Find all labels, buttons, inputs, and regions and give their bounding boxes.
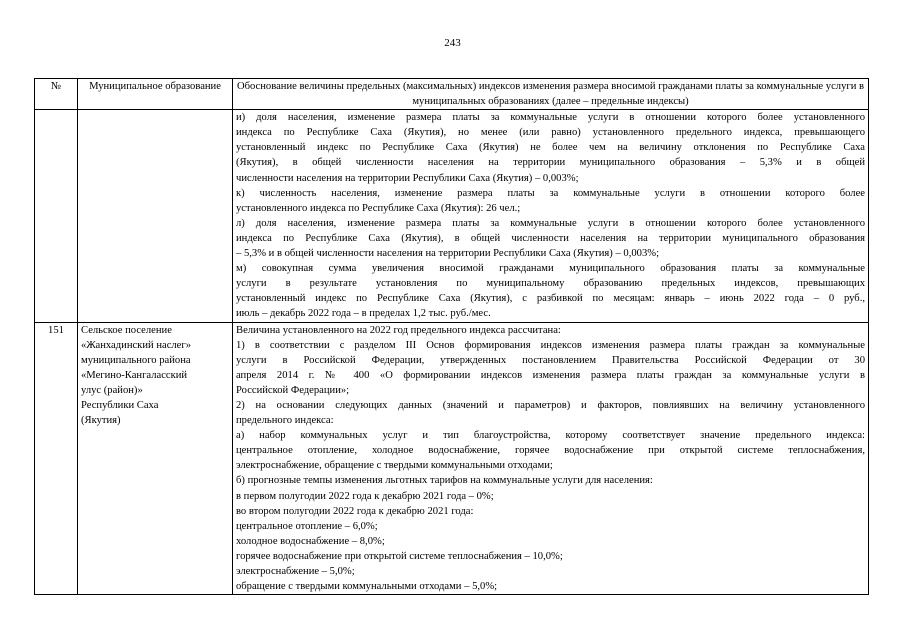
text-line: в первом полугодии 2022 года к декабрю 2021 года – 0%;: [236, 490, 494, 502]
table-row: [35, 322, 869, 595]
text-line: численности населения на территории Республики Саха (Якутия) – 0,003%;: [236, 172, 579, 184]
table-header-row: [35, 79, 869, 110]
column-header-municipality: Муниципальное образование: [78, 79, 233, 110]
municipality-name-line: «Мегино-Кангаласский: [81, 369, 188, 381]
municipality-name-line: муниципального района: [81, 354, 191, 366]
municipality-name-line: «Жанхадинский наслег»: [81, 339, 192, 351]
municipality-cell: [78, 322, 233, 595]
indices-table: [34, 78, 869, 595]
text-line: услуги в Российской Федерации, утвержденных постановлением Правительства Российской Федерации от 30: [236, 354, 865, 366]
text-line: центральное отопление – 6,0%;: [236, 520, 378, 532]
municipality-cell: [78, 110, 233, 322]
text-line: центральное отопление, холодное водоснабжение, горячее водоснабжение при открытой системе теплоснабжения,: [236, 445, 865, 457]
text-line: установленного индекса по Республике Саха (Якутия): 26 чел.;: [236, 202, 521, 214]
text-line: установленный индекс по Республике Саха (Якутия), с разбивкой по месяцам: январь – июнь 2022 года – 0 руб.,: [236, 293, 865, 305]
municipality-name-line: улус (район)»: [81, 384, 143, 396]
municipality-name-line: (Якутия): [81, 415, 121, 427]
column-header-justification: Обоснование величины предельных (максимальных) индексов изменения размера вносимой гражданами платы за коммунальные услуги в муниципальных образованиях (далее – предельные индексы): [233, 79, 869, 110]
text-line: во втором полугодии 2022 года к декабрю 2021 года:: [236, 505, 474, 517]
text-line: а) набор коммунальных услуг и тип благоустройства, которому соответствует значение предельного индекса:: [236, 430, 865, 442]
text-line: установленный индекс по Республике Саха (Якутия) не более чем на величину отклонения по Республике Саха: [236, 142, 865, 154]
text-line: Величина установленного на 2022 год предельного индекса рассчитана:: [236, 324, 561, 336]
text-line: услуги в результате установления по муниципальному образованию предельных индексов, превышающих: [236, 278, 865, 290]
row-number-cell: 151: [35, 322, 78, 595]
text-line: апреля 2014 г. № 400 «О формировании индексов изменения размера платы граждан за коммунальные услуги в: [236, 369, 865, 381]
text-line: м) совокупная сумма увеличения вносимой гражданами муниципального образования платы за коммунальные: [236, 263, 865, 275]
text-line: предельного индекса:: [236, 415, 334, 427]
text-line: Российской Федерации»;: [236, 384, 350, 396]
text-line: июль – декабрь 2022 года – в пределах 1,2 тыс. руб./мес.: [236, 308, 491, 320]
page-number: 243: [444, 37, 461, 49]
text-line: (Якутия), в общей численности населения на территории муниципального образования – 5,3% и в общей: [236, 157, 865, 169]
text-line: обращение с твердыми коммунальными отходами – 5,0%;: [236, 581, 498, 593]
text-line: – 5,3% и в общей численности населения на территории Республики Саха (Якутия) – 0,003%;: [236, 248, 660, 260]
municipality-name-line: Сельское поселение: [81, 324, 172, 336]
text-line: к) численность населения, изменение размера платы за коммунальные услуги в отношении которого более: [236, 187, 865, 199]
text-line: холодное водоснабжение – 8,0%;: [236, 535, 385, 547]
text-line: 1) в соответствии с разделом III Основ формирования индексов изменения размера платы граждан за коммунальные: [236, 339, 865, 351]
table-row: [35, 110, 869, 322]
column-header-number: №: [35, 79, 78, 110]
text-line: и) доля населения, изменение размера платы за коммунальные услуги в отношении которого более установленного: [236, 112, 865, 124]
municipality-name-line: Республики Саха: [81, 399, 159, 411]
text-line: индекса по Республике Саха (Якутия), в общей численности населения на территории муниципального образования: [236, 232, 865, 244]
text-line: индекса по Республике Саха (Якутия), но менее (или равно) установленного предельного индекса, превышающего: [236, 127, 865, 139]
text-line: 2) на основании следующих данных (значений и параметров) и факторов, повлиявших на величину установленного: [236, 399, 865, 411]
text-line: б) прогнозные темпы изменения льготных тарифов на коммунальные услуги для населения:: [236, 475, 653, 487]
text-line: электроснабжение – 5,0%;: [236, 566, 355, 577]
row-number-cell: [35, 110, 78, 322]
text-line: горячее водоснабжение при открытой системе теплоснабжения – 10,0%;: [236, 550, 563, 562]
justification-cell: [233, 110, 869, 322]
text-line: электроснабжение, обращение с твердыми коммунальными отходами;: [236, 460, 553, 472]
text-line: л) доля населения, изменение размера платы за коммунальные услуги в отношении которого более установленного: [236, 217, 865, 229]
justification-cell: [233, 322, 869, 595]
